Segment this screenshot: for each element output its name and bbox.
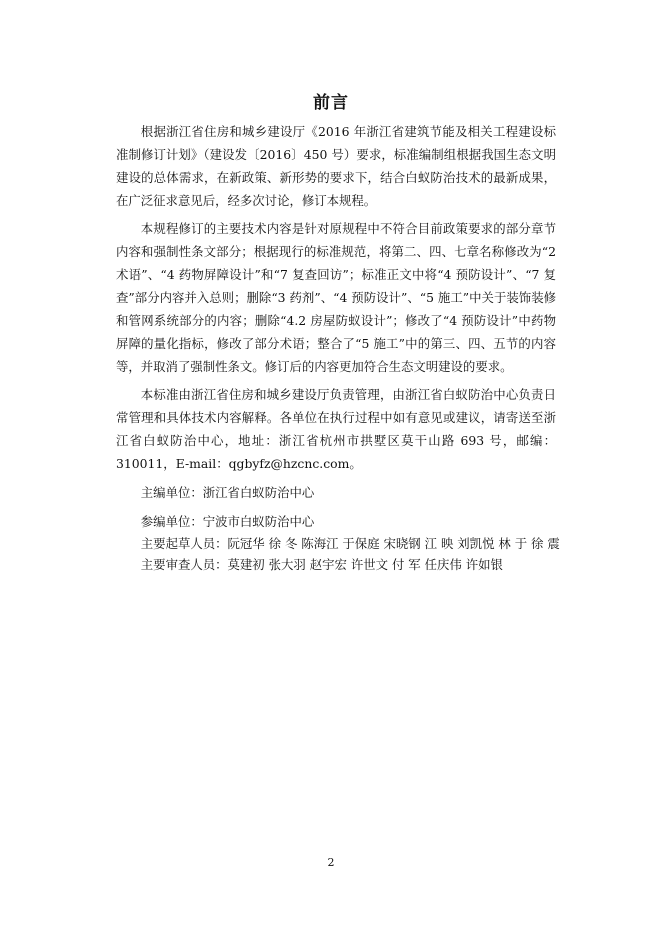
reviewers-line: 主要审查人员：莫建初 张大羽 赵宇宏 许世文 付 军 任庆伟 许如银 — [140, 557, 503, 572]
chief-unit-line: 主编单位：浙江省白蚁防治中心 — [140, 485, 315, 500]
page-title: 前言 — [313, 93, 349, 113]
drafters-line: 主要起草人员：阮冠华 徐 冬 陈海江 于保庭 宋晓钢 江 映 刘凯悦 林 于 徐 震 — [140, 536, 560, 551]
paragraph-revision-content: 本规程修订的主要技术内容是针对原规程中不符合目前政策要求的部分章节内容和强制性条文部分；根据现行的标准规范，将第二、四、七章名称修改为“2 术语”、“4 药物屏障设计”和“7 复查回访”；标准正文中将“4 预防设计”、“7 复查”部分内容并入总则；删除“3 药剂”、“4 预防设计”、“5 施工”中关于装饰装修和管网系统部分的内容；删除“4.2 房屋防蚁设计”；修改了“4 预防设计”中药物屏障的量化指标，修改了部分术语；整合了“5 施工”中的第三、四、五节的内容等，并取消了强制性条文。修订后的内容更加符合生态文明建设的要求。 — [116, 221, 556, 374]
participating-unit-line: 参编单位：宁波市白蚁防治中心 — [140, 514, 315, 529]
page-number: 2 — [327, 856, 335, 869]
document-body — [116, 120, 560, 575]
paragraph-background: 根据浙江省住房和城乡建设厅《2016 年浙江省建筑节能及相关工程建设标准制修订计划》（建设发〔2016〕450 号）要求，标准编制组根据我国生态文明建设的总体需求，在新政策、新形势的要求下，结合白蚁防治技术的最新成果，在广泛征求意见后，经多次讨论，修订本规程。 — [116, 124, 556, 208]
paragraph-management: 本标准由浙江省住房和城乡建设厅负责管理，由浙江省白蚁防治中心负责日常管理和具体技术内容解释。各单位在执行过程中如有意见或建议，请寄送至浙江省白蚁防治中心，地址：浙江省杭州市拱墅区莫干山路 693 号，邮编：310011，E-mail：qgbyfz@hzcnc.com。 — [116, 387, 556, 471]
